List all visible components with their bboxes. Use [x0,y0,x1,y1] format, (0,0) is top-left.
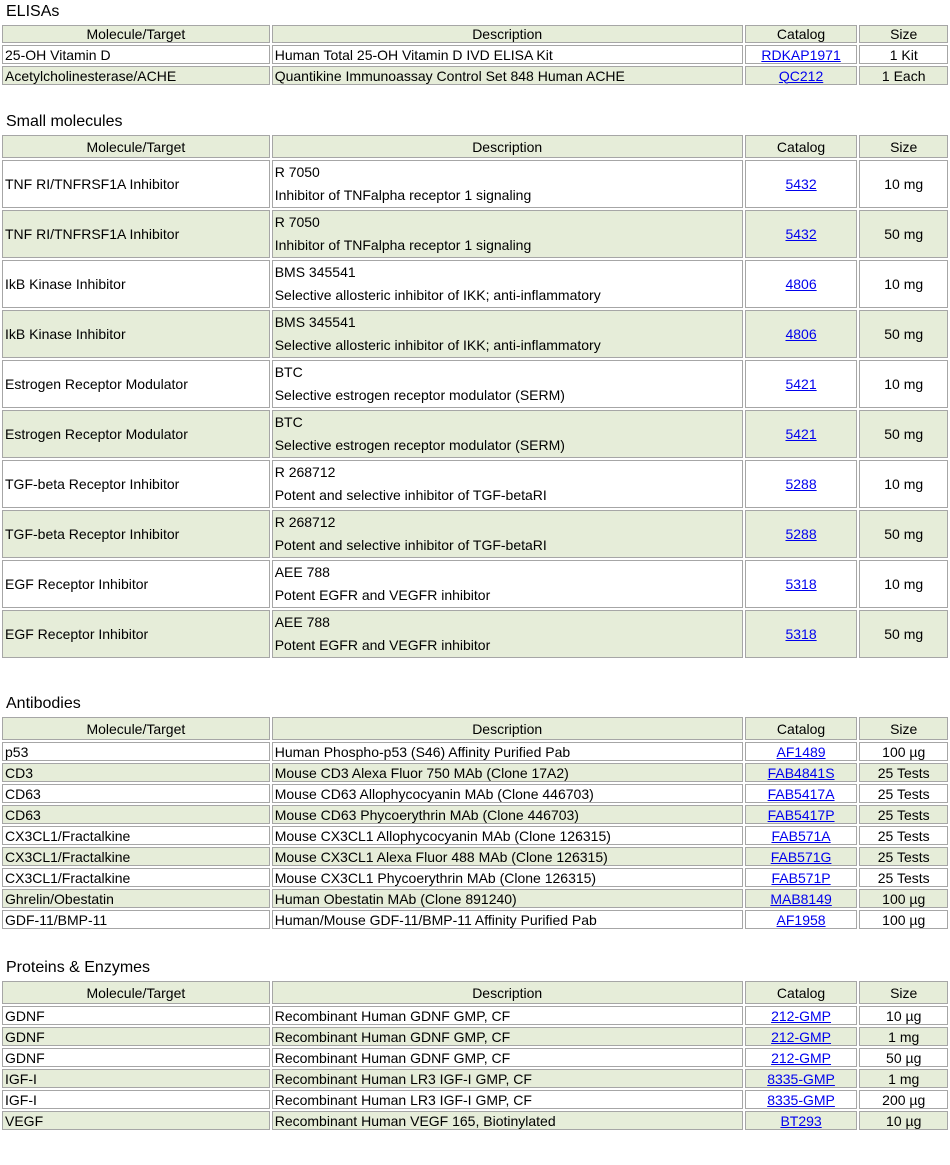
catalog-cell [745,1069,858,1088]
molecule-cell: Estrogen Receptor Modulator [2,360,270,408]
catalog-link[interactable]: FAB5417P [767,806,835,823]
compound-description: Inhibitor of TNFalpha receptor 1 signaling [274,237,532,253]
description-cell [272,560,743,608]
catalog-cell [745,460,858,508]
catalog-cell [745,66,858,85]
molecule-cell: Ghrelin/Obestatin [2,889,270,908]
compound-description: Selective allosteric inhibitor of IKK; anti-inflammatory [274,337,601,353]
description-cell: Recombinant Human LR3 IGF-I GMP, CF [272,1090,743,1109]
catalog-cell [745,1090,858,1109]
table-row [2,1111,948,1130]
catalog-link[interactable]: 5288 [785,476,817,492]
description-cell: Recombinant Human LR3 IGF-I GMP, CF [272,1069,743,1088]
table-row [2,610,948,658]
compound-name: AEE 788 [274,564,330,580]
catalog-cell [745,1006,858,1025]
catalog-cell [745,910,858,929]
catalog-link[interactable]: 5421 [785,376,817,392]
catalog-link[interactable]: 5318 [785,626,817,642]
catalog-link[interactable]: FAB571A [771,827,831,844]
compound-description: Inhibitor of TNFalpha receptor 1 signaling [274,187,532,203]
catalog-link[interactable]: 212-GMP [771,1007,832,1024]
size-cell: 50 mg [859,210,948,258]
compound-name: AEE 788 [274,614,330,630]
section-title-antibodies: Antibodies [6,695,81,712]
size-cell: 50 mg [859,310,948,358]
table-row [2,45,948,64]
catalog-cell [745,510,858,558]
description-cell [272,460,743,508]
description-cell [272,210,743,258]
size-cell: 25 Tests [859,847,948,866]
antibodies-section [0,660,950,931]
compound-description: Potent and selective inhibitor of TGF-betaRI [274,487,547,503]
col-header-size: Size [859,981,948,1004]
description-cell: Recombinant Human GDNF GMP, CF [272,1027,743,1046]
table-row [2,66,948,85]
table-row [2,560,948,608]
col-header-description: Description [272,717,743,740]
description-cell: Recombinant Human VEGF 165, Biotinylated [272,1111,743,1130]
description-cell: Quantikine Immunoassay Control Set 848 Human ACHE [272,66,743,85]
molecule-cell: EGF Receptor Inhibitor [2,560,270,608]
table-row [2,1027,948,1046]
description-cell [272,310,743,358]
compound-description: Potent EGFR and VEGFR inhibitor [274,637,491,653]
molecule-cell: TGF-beta Receptor Inhibitor [2,460,270,508]
description-cell: Recombinant Human GDNF GMP, CF [272,1048,743,1067]
size-cell: 100 µg [859,889,948,908]
size-cell: 1 mg [859,1027,948,1046]
molecule-cell: GDNF [2,1027,270,1046]
catalog-cell [745,847,858,866]
molecule-cell: GDNF [2,1048,270,1067]
table-row [2,742,948,761]
catalog-link[interactable]: QC212 [778,67,824,84]
size-cell: 50 mg [859,510,948,558]
catalog-link[interactable]: AF1958 [776,911,826,928]
catalog-cell [745,260,858,308]
molecule-cell: CD63 [2,805,270,824]
compound-name: R 7050 [274,164,320,180]
section-title-proteins-enzymes: Proteins & Enzymes [6,959,151,976]
header-row [2,981,948,1004]
catalog-cell [745,763,858,782]
col-header-size: Size [859,25,948,43]
molecule-cell: GDNF [2,1006,270,1025]
col-header-catalog: Catalog [745,25,858,43]
compound-description: Selective estrogen receptor modulator (SERM) [274,437,565,453]
col-header-catalog: Catalog [745,717,858,740]
catalog-link[interactable]: 5288 [785,526,817,542]
size-cell: 25 Tests [859,784,948,803]
molecule-cell: EGF Receptor Inhibitor [2,610,270,658]
table-row [2,1090,948,1109]
elisa-table [0,23,950,87]
catalog-link[interactable]: 5432 [785,176,817,192]
molecule-cell: IkB Kinase Inhibitor [2,260,270,308]
catalog-link[interactable]: 212-GMP [771,1049,832,1066]
description-cell [272,360,743,408]
table-row [2,910,948,929]
molecule-cell: CX3CL1/Fractalkine [2,826,270,845]
size-cell: 10 µg [859,1111,948,1130]
molecule-cell: GDF-11/BMP-11 [2,910,270,929]
molecule-cell: p53 [2,742,270,761]
compound-description: Potent EGFR and VEGFR inhibitor [274,587,491,603]
header-row [2,25,948,43]
catalog-link[interactable]: MAB8149 [770,890,832,907]
small-molecules-table [0,133,950,660]
table-row [2,1069,948,1088]
molecule-cell: Acetylcholinesterase/ACHE [2,66,270,85]
col-header-molecule: Molecule/Target [2,25,270,43]
size-cell: 100 µg [859,742,948,761]
proteins-enzymes-table [0,979,950,1132]
size-cell: 25 Tests [859,826,948,845]
catalog-cell [745,805,858,824]
table-row [2,1006,948,1025]
table-row [2,847,948,866]
catalog-link[interactable]: 5421 [785,426,817,442]
catalog-cell [745,310,858,358]
compound-description: Selective allosteric inhibitor of IKK; anti-inflammatory [274,287,601,303]
catalog-link[interactable]: FAB571G [770,848,832,865]
description-cell: Human/Mouse GDF-11/BMP-11 Affinity Purified Pab [272,910,743,929]
table-row [2,460,948,508]
table-row [2,1048,948,1067]
table-row [2,868,948,887]
size-cell: 25 Tests [859,868,948,887]
col-header-molecule: Molecule/Target [2,717,270,740]
description-cell [272,410,743,458]
size-cell: 200 µg [859,1090,948,1109]
size-cell: 1 mg [859,1069,948,1088]
size-cell: 25 Tests [859,805,948,824]
size-cell: 1 Each [859,66,948,85]
catalog-cell [745,1111,858,1130]
molecule-cell: CD63 [2,784,270,803]
description-cell: Human Total 25-OH Vitamin D IVD ELISA Kit [272,45,743,64]
molecule-cell: 25-OH Vitamin D [2,45,270,64]
description-cell: Mouse CX3CL1 Alexa Fluor 488 MAb (Clone 126315) [272,847,743,866]
table-row [2,410,948,458]
catalog-cell [745,784,858,803]
size-cell: 25 Tests [859,763,948,782]
catalog-cell [745,160,858,208]
molecule-cell: IGF-I [2,1090,270,1109]
catalog-cell [745,868,858,887]
table-row [2,763,948,782]
description-cell [272,260,743,308]
table-row [2,510,948,558]
compound-name: BTC [274,364,303,380]
size-cell: 50 µg [859,1048,948,1067]
molecule-cell: TNF RI/TNFRSF1A Inhibitor [2,210,270,258]
size-cell: 10 mg [859,160,948,208]
catalog-link[interactable]: 4806 [785,276,817,292]
molecule-cell: Estrogen Receptor Modulator [2,410,270,458]
proteins-enzymes-section [0,931,950,1132]
catalog-link[interactable]: 4806 [785,326,817,342]
catalog-cell [745,1027,858,1046]
catalog-cell [745,45,858,64]
size-cell: 10 mg [859,560,948,608]
table-row [2,889,948,908]
description-cell: Mouse CX3CL1 Allophycocyanin MAb (Clone 126315) [272,826,743,845]
molecule-cell: CX3CL1/Fractalkine [2,868,270,887]
table-row [2,260,948,308]
col-header-catalog: Catalog [745,135,858,158]
section-title-small-molecules: Small molecules [6,113,123,130]
catalog-cell [745,210,858,258]
catalog-cell [745,410,858,458]
elisa-section [0,0,950,87]
catalog-link[interactable]: AF1489 [776,743,826,760]
catalog-link[interactable]: RDKAP1971 [761,46,841,63]
table-row [2,805,948,824]
size-cell: 10 mg [859,460,948,508]
table-row [2,160,948,208]
header-row [2,717,948,740]
size-cell: 1 Kit [859,45,948,64]
size-cell: 100 µg [859,910,948,929]
size-cell: 50 mg [859,610,948,658]
compound-name: BMS 345541 [274,264,356,280]
col-header-molecule: Molecule/Target [2,135,270,158]
table-row [2,826,948,845]
col-header-description: Description [272,25,743,43]
catalog-cell [745,889,858,908]
compound-name: R 268712 [274,514,336,530]
catalog-link[interactable]: FAB4841S [767,764,835,781]
compound-name: R 268712 [274,464,336,480]
table-row [2,310,948,358]
compound-name: BTC [274,414,303,430]
description-cell: Mouse CD63 Allophycocyanin MAb (Clone 446703) [272,784,743,803]
catalog-cell [745,1048,858,1067]
catalog-cell [745,560,858,608]
col-header-description: Description [272,135,743,158]
molecule-cell: IGF-I [2,1069,270,1088]
catalog-link[interactable]: 5432 [785,226,817,242]
molecule-cell: CD3 [2,763,270,782]
compound-name: R 7050 [274,214,320,230]
col-header-size: Size [859,135,948,158]
catalog-cell [745,742,858,761]
description-cell: Mouse CD63 Phycoerythrin MAb (Clone 446703) [272,805,743,824]
description-cell: Human Phospho-p53 (S46) Affinity Purified Pab [272,742,743,761]
col-header-catalog: Catalog [745,981,858,1004]
description-cell: Recombinant Human GDNF GMP, CF [272,1006,743,1025]
catalog-link[interactable]: 8335-GMP [767,1091,835,1108]
molecule-cell: TNF RI/TNFRSF1A Inhibitor [2,160,270,208]
catalog-cell [745,826,858,845]
molecule-cell: IkB Kinase Inhibitor [2,310,270,358]
catalog-cell [745,610,858,658]
table-row [2,360,948,408]
molecule-cell: VEGF [2,1111,270,1130]
description-cell: Mouse CD3 Alexa Fluor 750 MAb (Clone 17A2) [272,763,743,782]
molecule-cell: CX3CL1/Fractalkine [2,847,270,866]
col-header-description: Description [272,981,743,1004]
size-cell: 10 mg [859,360,948,408]
catalog-link[interactable]: FAB571P [771,869,831,886]
compound-description: Potent and selective inhibitor of TGF-betaRI [274,537,547,553]
size-cell: 10 µg [859,1006,948,1025]
catalog-link[interactable]: FAB5417A [767,785,835,802]
catalog-link[interactable]: BT293 [780,1112,822,1129]
col-header-size: Size [859,717,948,740]
compound-name: BMS 345541 [274,314,356,330]
size-cell: 10 mg [859,260,948,308]
header-row [2,135,948,158]
compound-description: Selective estrogen receptor modulator (SERM) [274,387,565,403]
catalog-link[interactable]: 5318 [785,576,817,592]
section-title-elisa: ELISAs [6,3,60,20]
description-cell [272,510,743,558]
size-cell: 50 mg [859,410,948,458]
table-row [2,784,948,803]
col-header-molecule: Molecule/Target [2,981,270,1004]
catalog-link[interactable]: 8335-GMP [767,1070,835,1087]
catalog-link[interactable]: 212-GMP [771,1028,832,1045]
molecule-cell: TGF-beta Receptor Inhibitor [2,510,270,558]
description-cell: Human Obestatin MAb (Clone 891240) [272,889,743,908]
description-cell [272,610,743,658]
antibodies-table [0,715,950,931]
catalog-cell [745,360,858,408]
description-cell: Mouse CX3CL1 Phycoerythrin MAb (Clone 126315) [272,868,743,887]
description-cell [272,160,743,208]
small-molecules-section [0,87,950,660]
table-row [2,210,948,258]
